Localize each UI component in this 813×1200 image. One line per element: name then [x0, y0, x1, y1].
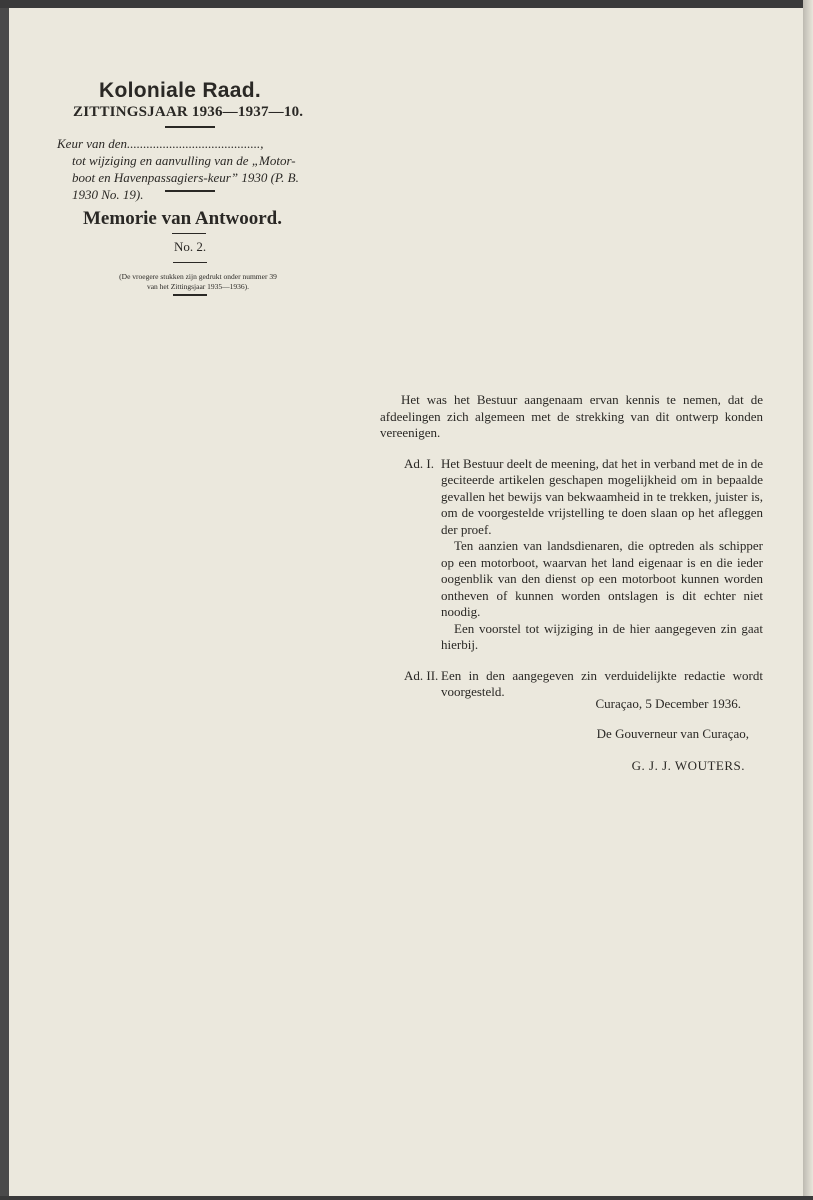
- header-rule-4: [173, 262, 207, 263]
- official-title: De Gouverneur van Curaçao,: [596, 726, 749, 741]
- show-through-bleed: [489, 78, 495, 102]
- section-label: Ad. I.: [404, 455, 434, 471]
- subject-line: boot en Havenpassagiers-keur” 1930 (P. B.: [72, 170, 299, 185]
- section-label: Ad. II.: [404, 667, 439, 683]
- document-title: Memorie van Antwoord.: [83, 208, 282, 229]
- document-page: [9, 8, 803, 1196]
- section-ad-i: [380, 456, 763, 654]
- section-paragraph: Het Bestuur deelt de meening, dat het in verband met de in de geciteerde artikelen geschapen mogelijkheid om in bepaalde gevallen het bewijs van bekwaamheid in te trekken, juister is, om de voorgestelde vrijstelling te doen slaan op het afleggen der proef.: [441, 455, 763, 537]
- note-line: (De vroegere stukken zijn gedrukt onder nummer 39: [119, 272, 277, 281]
- header-rule-2: [165, 190, 215, 192]
- subject-line: tot wijziging en aanvulling van de „Motor-: [72, 153, 296, 168]
- signatory: G. J. J. WOUTERS.: [631, 758, 745, 773]
- subject-line: 1930 No. 19).: [72, 187, 144, 202]
- council-title: Koloniale Raad.: [99, 79, 262, 102]
- scan-border-top: [0, 0, 813, 8]
- previous-documents-note: [83, 272, 313, 292]
- document-subject: [57, 135, 342, 203]
- session-year: ZITTINGSJAAR 1936—1937—10.: [73, 104, 304, 120]
- scan-border-bottom: [0, 1196, 813, 1200]
- note-line: van het Zittingsjaar 1935—1936).: [146, 282, 250, 291]
- scan-border-right: [803, 0, 813, 1200]
- header-rule-5: [173, 294, 207, 296]
- place-date: Curaçao, 5 December 1936.: [595, 696, 741, 711]
- section-paragraph: Een voorstel tot wijziging in de hier aangegeven zin gaat hierbij.: [441, 620, 763, 652]
- intro-paragraph: Het was het Bestuur aangenaam ervan kennis te nemen, dat de afdeelingen zich algemeen met de strekking van dit ontwerp konden vereenigen.: [380, 392, 763, 440]
- header-rule-1: [165, 126, 215, 128]
- document-number: No. 2.: [174, 239, 207, 254]
- header-rule-3: [172, 233, 206, 234]
- section-paragraph: Een in den aangegeven zin verduidelijkte redactie wordt voorgesteld.: [441, 667, 763, 699]
- memorandum-body: [380, 392, 763, 701]
- section-paragraph: Ten aanzien van landsdienaren, die optreden als schipper op een motorboot, waarvan het land eigenaar is en die ieder oogenblik van den dienst op een motorboot kunnen worden ontheven of kunnen worden ontslagen is dit echter niet noodig.: [441, 538, 763, 619]
- subject-line: Keur van den.........................................,: [57, 136, 264, 151]
